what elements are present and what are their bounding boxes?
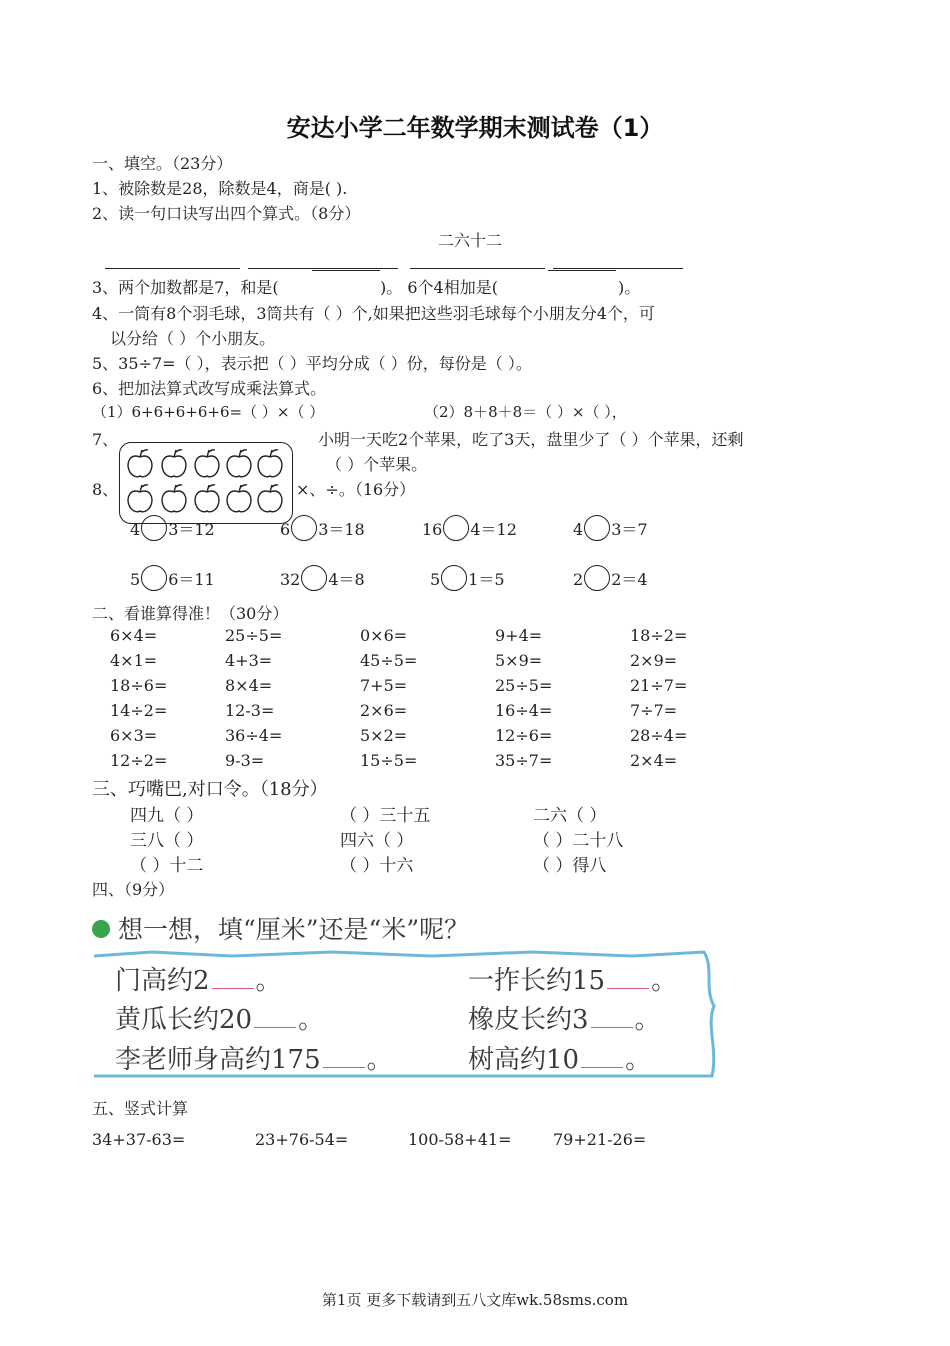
unit-item: 门高约2 。 [115,966,282,996]
question-7-line-1: 小明一天吃2个苹果，吃了3天，盘里少了（ ）个苹果，还剩 [318,430,744,449]
vertical-calc-item: 79+21-26= [553,1130,647,1149]
apples-illustration [120,443,292,523]
operator-circle[interactable] [443,515,469,541]
question-3-part-a: 3、两个加数都是7，和是( [92,278,279,297]
chant-item: （ ）三十五 [340,806,431,826]
question-3-part-c: )。 [618,278,641,297]
operator-circle[interactable] [141,515,167,541]
question-6-part-1: （1）6+6+6+6+6=（ ）×（ ） [92,403,325,421]
calc-item: 45÷5= [360,651,418,670]
operator-item: 2 2＝4 [573,567,648,594]
calc-item: 2×4= [630,751,678,770]
answer-line-3[interactable] [410,268,545,269]
unit-item: 树高约10 。 [468,1045,652,1075]
banner-dot-icon [92,920,110,938]
question-8-number: 8、 [92,480,119,499]
calc-item: 18÷2= [630,626,688,645]
section2-heading: 二、看谁算得准！（30分） [92,604,289,623]
operator-item: 6 3＝18 [280,517,365,544]
unit-blank[interactable] [581,1066,623,1068]
calc-item: 9+4= [495,626,543,645]
apple-icon [227,450,251,477]
unit-blank[interactable] [323,1066,365,1068]
chant-item: （ ）二十八 [533,831,624,851]
operator-item: 4 3＝7 [573,517,648,544]
question-3-blank-a[interactable] [312,270,380,271]
question-6-part-2: （2）8＋8＋8＝（ ）×（ ）， [424,403,627,421]
calc-item: 12÷6= [495,726,553,745]
question-1: 1、被除数是28，除数是4，商是( ). [92,179,348,198]
calc-item: 4×1= [110,651,158,670]
calc-item: 4+3= [225,651,273,670]
page-footer: 第1页 更多下载请到五八文库wk.58sms.com [321,1291,629,1309]
chant-item: （ ）得八 [533,856,607,876]
vertical-calc-item: 100-58+41= [408,1130,512,1149]
calc-item: 0×6= [360,626,408,645]
apple-icon [227,485,251,512]
calc-item: 7+5= [360,676,408,695]
section5-heading: 五、竖式计算 [92,1099,189,1118]
apple-icon [195,485,219,512]
apple-plate [119,442,293,524]
calc-item: 6×3= [110,726,158,745]
calc-item: 6×4= [110,626,158,645]
operator-item: 5 6＝11 [130,567,215,594]
operator-circle[interactable] [584,515,610,541]
page-title: 安达小学二年数学期末测试卷（1） [286,114,664,142]
calc-item: 35÷7= [495,751,553,770]
apple-icon [128,485,152,512]
calc-item: 15÷5= [360,751,418,770]
answer-line-2[interactable] [248,268,398,269]
chant-item: 四六（ ） [340,831,414,851]
unit-item: 黄瓜长约20 。 [115,1005,325,1035]
apple-icon [162,450,186,477]
calc-item: 9-3= [225,751,265,770]
calc-item: 8×4= [225,676,273,695]
calc-item: 21÷7= [630,676,688,695]
operator-item: 4 3＝12 [130,517,215,544]
question-5: 5、35÷7=（ ），表示把（ ）平均分成（ ）份，每份是（ ）。 [92,354,532,373]
calc-item: 5×9= [495,651,543,670]
apple-icon [258,485,282,512]
operator-item: 5 1＝5 [430,567,505,594]
section1-heading: 一、填空。（23分） [92,154,233,173]
calc-item: 2×9= [630,651,678,670]
unit-blank[interactable] [254,1026,296,1028]
chant-item: （ ）十六 [340,856,414,876]
calc-item: 12-3= [225,701,275,720]
operator-circle[interactable] [441,565,467,591]
calc-item: 25÷5= [495,676,553,695]
question-4-line-1: 4、一筒有8个羽毛球，3筒共有（ ）个,如果把这些羽毛球每个小朋友分4个，可 [92,304,655,323]
calc-item: 7÷7= [630,701,678,720]
chant-item: 四九（ ） [130,806,204,826]
operator-item: 16 4＝12 [422,517,517,544]
chant-item: 二六（ ） [533,806,607,826]
vertical-calc-item: 34+37-63= [92,1130,186,1149]
question-2: 2、读一句口诀写出四个算式。（8分） [92,204,361,223]
unit-item: 李老师身高约175 。 [115,1045,393,1075]
calc-item: 18÷6= [110,676,168,695]
answer-line-1[interactable] [105,268,240,269]
operator-circle[interactable] [291,515,317,541]
question-3-part-b: )。 6个4相加是( [380,278,498,297]
calc-item: 25÷5= [225,626,283,645]
section4-banner-text: 想一想，填“厘米”还是“米”呢？ [118,915,470,944]
section3-heading: 三、巧嘴巴,对口令。（18分） [92,779,328,800]
question-7-line-2: （ ）个苹果。 [326,455,428,474]
calc-item: 12÷2= [110,751,168,770]
calc-item: 5×2= [360,726,408,745]
unit-item: 一拃长约15 。 [468,966,678,996]
chant-item: 三八（ ） [130,831,204,851]
question-7-number: 7、 [92,430,119,449]
operator-item: 32 4＝8 [280,567,365,594]
answer-line-4[interactable] [553,268,683,269]
unit-item: 橡皮长约3 。 [468,1005,661,1035]
unit-blank[interactable] [212,987,254,989]
section4-heading: 四、（9分） [92,880,175,899]
unit-blank[interactable] [607,987,649,989]
apple-icon [128,450,152,477]
question-2-formula: 二六十二 [438,231,503,250]
question-4-line-2: 以分给（ ）个小朋友。 [110,329,276,348]
apple-icon [195,450,219,477]
calc-item: 36÷4= [225,726,283,745]
question-6: 6、把加法算式改写成乘法算式。 [92,379,327,398]
chant-item: （ ）十二 [130,856,204,876]
vertical-calc-item: 23+76-54= [255,1130,349,1149]
calc-item: 2×6= [360,701,408,720]
apple-icon [162,485,186,512]
question-8-instructions: ×、÷。（16分） [296,480,416,499]
calc-item: 28÷4= [630,726,688,745]
operator-circle[interactable] [141,565,167,591]
apple-icon [258,450,282,477]
operator-circle[interactable] [584,565,610,591]
calc-item: 16÷4= [495,701,553,720]
unit-blank[interactable] [591,1026,633,1028]
question-3-blank-b[interactable] [548,270,616,271]
operator-circle[interactable] [301,565,327,591]
calc-item: 14÷2= [110,701,168,720]
